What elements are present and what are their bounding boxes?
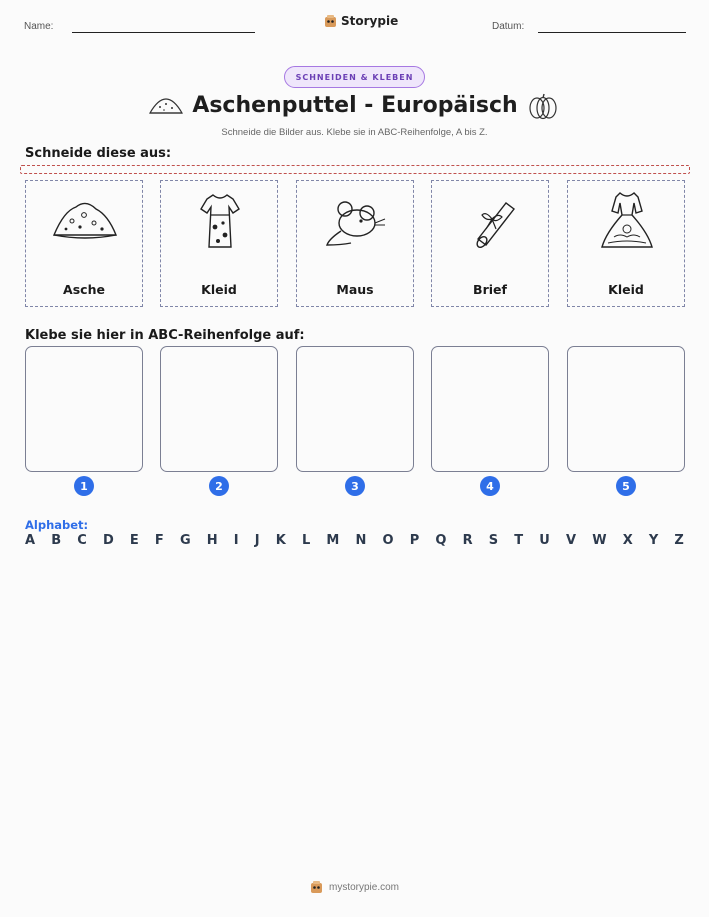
paste-slot[interactable] <box>25 346 143 472</box>
alphabet-letter: I <box>233 533 239 548</box>
slot-number-badge: 2 <box>209 476 229 496</box>
alphabet-letter: P <box>409 533 420 548</box>
cut-card[interactable] <box>160 180 278 307</box>
cut-card[interactable] <box>25 180 143 307</box>
paste-section-heading: Klebe sie hier in ABC-Reihenfolge auf: <box>25 328 305 343</box>
instructions: Schneide die Bilder aus. Klebe sie in ABC-Reihenfolge, A bis Z. <box>221 127 488 138</box>
cut-line <box>20 165 690 174</box>
alphabet-letter: A <box>25 533 36 548</box>
alphabet-letter: Z <box>674 533 684 548</box>
name-label: Name: <box>24 21 54 32</box>
pumpkin-icon <box>527 92 559 120</box>
alphabet-letter: O <box>382 533 394 548</box>
alphabet-letter: D <box>102 533 114 548</box>
dress-icon <box>185 189 255 253</box>
scroll-letter-icon <box>456 189 526 253</box>
cut-card[interactable] <box>567 180 685 307</box>
page-title: Aschenputtel - Europäisch <box>192 93 518 118</box>
cut-card[interactable] <box>431 180 549 307</box>
alphabet-row <box>25 533 684 548</box>
date-label: Datum: <box>492 21 525 32</box>
alphabet-letter: G <box>179 533 191 548</box>
alphabet-letter: M <box>326 533 340 548</box>
alphabet-letter: N <box>355 533 367 548</box>
name-line[interactable] <box>72 32 255 33</box>
alphabet-title: Alphabet: <box>25 518 89 532</box>
date-line[interactable] <box>538 32 686 33</box>
mouse-icon <box>321 189 391 253</box>
alphabet-letter: U <box>539 533 550 548</box>
cut-card[interactable] <box>296 180 414 307</box>
footer <box>0 880 709 894</box>
card-label: Brief <box>473 282 507 297</box>
alphabet-letter: W <box>592 533 607 548</box>
alphabet-letter: B <box>51 533 62 548</box>
card-label: Maus <box>336 282 374 297</box>
alphabet-letter: L <box>301 533 311 548</box>
alphabet-letter: E <box>129 533 139 548</box>
ball-gown-icon <box>592 189 662 253</box>
slot-number-badge: 3 <box>345 476 365 496</box>
storypie-logo-icon <box>324 14 337 28</box>
card-label: Kleid <box>608 282 644 297</box>
alphabet-letter: C <box>77 533 87 548</box>
brand-logo <box>324 14 398 28</box>
ash-pile-icon <box>50 189 120 253</box>
cut-section-heading: Schneide diese aus: <box>25 146 172 161</box>
card-label: Asche <box>63 282 105 297</box>
alphabet-letter: X <box>622 533 633 548</box>
alphabet-letter: T <box>514 533 524 548</box>
slot-number-badge: 4 <box>480 476 500 496</box>
alphabet-letter: Q <box>435 533 447 548</box>
alphabet-letter: Y <box>648 533 659 548</box>
paste-slot[interactable] <box>160 346 278 472</box>
slot-number-badge: 1 <box>74 476 94 496</box>
storypie-logo-icon <box>310 880 323 894</box>
ash-pile-icon <box>148 95 184 117</box>
alphabet-letter: H <box>206 533 218 548</box>
alphabet-letter: J <box>254 533 260 548</box>
paste-slot[interactable] <box>431 346 549 472</box>
paste-slot[interactable] <box>296 346 414 472</box>
paste-slot[interactable] <box>567 346 685 472</box>
alphabet-letter: R <box>462 533 473 548</box>
slot-number-badge: 5 <box>616 476 636 496</box>
alphabet-letter: F <box>154 533 164 548</box>
card-label: Kleid <box>201 282 237 297</box>
activity-tag: SCHNEIDEN & KLEBEN <box>284 66 425 88</box>
alphabet-letter: V <box>566 533 577 548</box>
footer-url[interactable]: mystorypie.com <box>328 881 399 893</box>
alphabet-letter: K <box>275 533 286 548</box>
alphabet-letter: S <box>488 533 499 548</box>
brand-name: Storypie <box>341 14 399 28</box>
